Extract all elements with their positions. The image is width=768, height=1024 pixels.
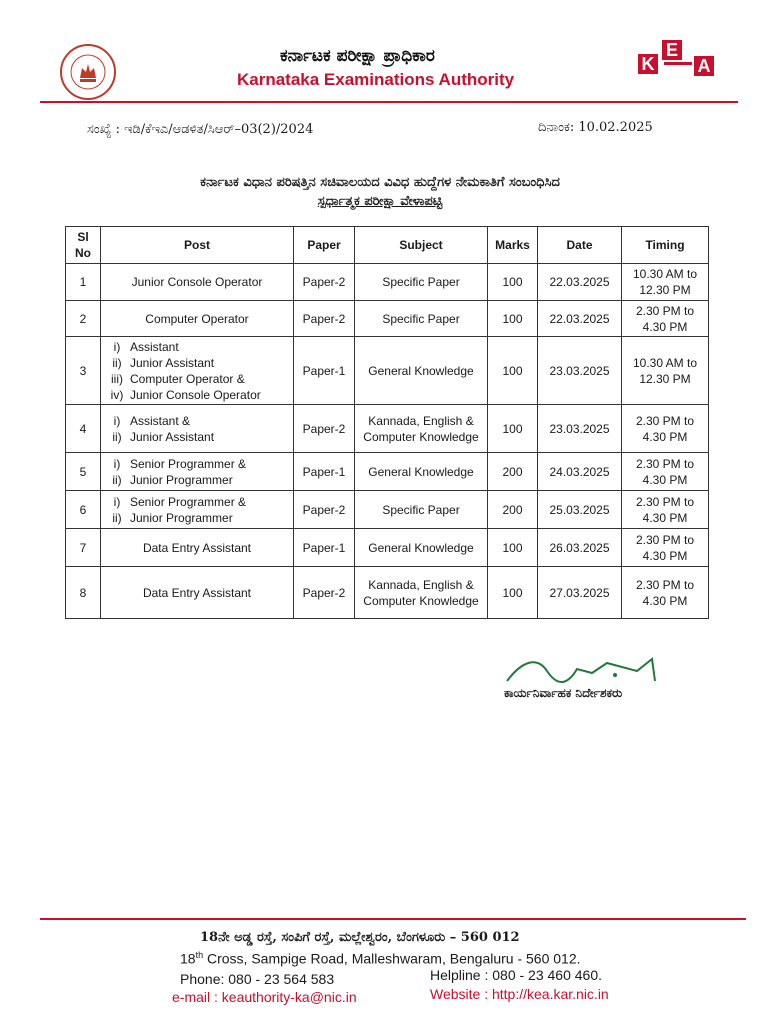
- post-list-label: Junior Assistant: [130, 355, 215, 370]
- table-row: [66, 337, 709, 405]
- cell-sl-no: 5: [66, 453, 101, 491]
- cell-post: Data Entry Assistant: [101, 529, 294, 567]
- column-header-timing: Timing: [622, 227, 709, 264]
- post-list-label: Senior Programmer &: [130, 456, 247, 471]
- website-link[interactable]: Website : http://kea.kar.nic.in: [430, 986, 609, 1002]
- table-row: [66, 453, 709, 491]
- cell-marks: 200: [488, 491, 538, 529]
- cell-timing: 2.30 PM to 4.30 PM: [622, 301, 709, 337]
- cell-subject: Kannada, English & Computer Knowledge: [355, 405, 488, 453]
- post-list-item: [104, 339, 290, 355]
- cell-paper: Paper-2: [294, 405, 355, 453]
- cell-date: 22.03.2025: [538, 301, 622, 337]
- cell-subject: General Knowledge: [355, 337, 488, 405]
- authority-title-kannada: ಕರ್ನಾಟಕ ಪರೀಕ್ಷಾ ಪ್ರಾಧಿಕಾರ: [280, 46, 435, 66]
- cell-date: 23.03.2025: [538, 405, 622, 453]
- table-row: [66, 491, 709, 529]
- cell-subject: Specific Paper: [355, 301, 488, 337]
- document-date: ದಿನಾಂಕ: 10.02.2025: [538, 120, 653, 135]
- column-header-date: Date: [538, 227, 622, 264]
- cell-marks: 100: [488, 337, 538, 405]
- post-list-item: [104, 456, 290, 472]
- cell-timing: 2.30 PM to 4.30 PM: [622, 453, 709, 491]
- cell-paper: Paper-1: [294, 453, 355, 491]
- post-list-number: i): [113, 456, 121, 471]
- table-row: [66, 301, 709, 337]
- cell-paper: Paper-1: [294, 529, 355, 567]
- cell-date: 26.03.2025: [538, 529, 622, 567]
- post-list-number: i): [113, 339, 121, 354]
- post-list-number: ii): [112, 429, 122, 444]
- post-list-item: [104, 429, 290, 445]
- address-kannada: 18ನೇ ಅಡ್ಡ ರಸ್ತೆ, ಸಂಪಿಗೆ ರಸ್ತೆ, ಮಲ್ಲೇಶ್ವರಂ, ಬೆಂಗಳೂರು – 560 012: [200, 930, 520, 945]
- post-list-label: Junior Programmer: [130, 472, 233, 487]
- cell-post: [101, 337, 294, 405]
- column-header-paper: Paper: [294, 227, 355, 264]
- cell-post: Data Entry Assistant: [101, 567, 294, 619]
- email-link[interactable]: e-mail : keauthority-ka@nic.in: [172, 989, 357, 1005]
- cell-timing: 2.30 PM to 4.30 PM: [622, 491, 709, 529]
- cell-date: 23.03.2025: [538, 337, 622, 405]
- cell-marks: 100: [488, 301, 538, 337]
- authority-title-english: Karnataka Examinations Authority: [237, 70, 515, 89]
- cell-sl-no: 7: [66, 529, 101, 567]
- cell-marks: 100: [488, 264, 538, 301]
- table-row: [66, 529, 709, 567]
- kea-logo-letter-a: A: [694, 56, 714, 76]
- cell-post: Computer Operator: [101, 301, 294, 337]
- post-list-item: [104, 355, 290, 371]
- cell-subject: Kannada, English & Computer Knowledge: [355, 567, 488, 619]
- post-list-label: Senior Programmer &: [130, 494, 247, 509]
- cell-paper: Paper-2: [294, 264, 355, 301]
- address-number: 18: [180, 950, 196, 967]
- table-header-row: [66, 227, 709, 264]
- exam-schedule-table: [65, 226, 709, 619]
- cell-marks: 100: [488, 529, 538, 567]
- cell-subject: General Knowledge: [355, 529, 488, 567]
- cell-post: [101, 491, 294, 529]
- kea-logo-bar: [664, 62, 692, 65]
- address-english: [180, 950, 581, 967]
- cell-post: [101, 405, 294, 453]
- post-list-number: ii): [112, 472, 122, 487]
- column-header-sl-no: Sl No: [66, 227, 101, 264]
- cell-timing: 2.30 PM to 4.30 PM: [622, 529, 709, 567]
- helpline-number: Helpline : 080 - 23 460 460.: [430, 967, 603, 983]
- post-list-number: iii): [111, 371, 123, 386]
- column-header-post: Post: [101, 227, 294, 264]
- document-heading-line2: ಸ್ಪರ್ಧಾತ್ಮಕ ಪರೀಕ್ಷಾ ವೇಳಾಪಟ್ಟಿ: [317, 194, 443, 209]
- post-list-item: [104, 472, 290, 488]
- cell-timing: 2.30 PM to 4.30 PM: [622, 567, 709, 619]
- document-heading-line1: ಕರ್ನಾಟಕ ವಿಧಾನ ಪರಿಷತ್ತಿನ ಸಚಿವಾಲಯದ ವಿವಿಧ ಹುದ್ದೆಗಳ ನೇಮಕಾತಿಗೆ ಸಂಬಂಧಿಸಿದ: [200, 175, 560, 190]
- post-list-number: ii): [112, 355, 122, 370]
- post-list-number: i): [113, 413, 121, 428]
- post-list-label: Junior Console Operator: [130, 387, 261, 402]
- cell-subject: Specific Paper: [355, 491, 488, 529]
- cell-marks: 100: [488, 567, 538, 619]
- cell-marks: 200: [488, 453, 538, 491]
- signatory-title: ಕಾರ್ಯನಿರ್ವಾಹಕ ನಿರ್ದೇಶಕರು: [504, 686, 623, 700]
- cell-post: Junior Console Operator: [101, 264, 294, 301]
- table-row: [66, 405, 709, 453]
- post-list-label: Junior Assistant: [130, 429, 215, 444]
- post-list-label: Assistant: [130, 339, 179, 354]
- address-rest: Cross, Sampige Road, Malleshwaram, Bengaluru - 560 012.: [203, 950, 581, 967]
- column-header-subject: Subject: [355, 227, 488, 264]
- cell-timing: 10.30 AM to 12.30 PM: [622, 337, 709, 405]
- table-row: [66, 264, 709, 301]
- post-list-item: [104, 371, 290, 387]
- phone-number: Phone: 080 - 23 564 583: [180, 971, 335, 987]
- address-ordinal: th: [195, 950, 204, 960]
- kea-logo-letter-k: K: [638, 54, 658, 74]
- cell-timing: 2.30 PM to 4.30 PM: [622, 405, 709, 453]
- cell-timing: 10.30 AM to 12.30 PM: [622, 264, 709, 301]
- cell-paper: Paper-2: [294, 301, 355, 337]
- cell-sl-no: 6: [66, 491, 101, 529]
- post-list-number: iv): [110, 387, 124, 402]
- cell-subject: General Knowledge: [355, 453, 488, 491]
- cell-sl-no: 2: [66, 301, 101, 337]
- post-list-item: [104, 494, 290, 510]
- cell-date: 24.03.2025: [538, 453, 622, 491]
- state-emblem-icon: [60, 44, 116, 100]
- cell-sl-no: 8: [66, 567, 101, 619]
- cell-subject: Specific Paper: [355, 264, 488, 301]
- kea-logo-letter-e: E: [662, 40, 682, 60]
- header-divider: [40, 101, 738, 103]
- table-row: [66, 567, 709, 619]
- cell-date: 25.03.2025: [538, 491, 622, 529]
- post-list-number: ii): [112, 510, 122, 525]
- post-list-label: Computer Operator &: [130, 371, 245, 386]
- cell-sl-no: 1: [66, 264, 101, 301]
- kea-logo: [638, 40, 718, 82]
- post-list-label: Junior Programmer: [130, 510, 233, 525]
- cell-date: 27.03.2025: [538, 567, 622, 619]
- reference-number: ಸಂಖ್ಯೆ : ಇಡಿ/ಕೆಇಎ/ಆಡಳಿತ/ಸಿಆರ್–03(2)/2024: [87, 122, 314, 137]
- post-list-item: [104, 510, 290, 526]
- post-list-label: Assistant &: [130, 413, 191, 428]
- cell-post: [101, 453, 294, 491]
- cell-sl-no: 3: [66, 337, 101, 405]
- cell-paper: Paper-2: [294, 567, 355, 619]
- post-list-number: i): [113, 494, 121, 509]
- cell-date: 22.03.2025: [538, 264, 622, 301]
- cell-sl-no: 4: [66, 405, 101, 453]
- cell-paper: Paper-1: [294, 337, 355, 405]
- post-list-item: [104, 413, 290, 429]
- cell-paper: Paper-2: [294, 491, 355, 529]
- cell-marks: 100: [488, 405, 538, 453]
- column-header-marks: Marks: [488, 227, 538, 264]
- post-list-item: [104, 387, 290, 403]
- footer-divider: [40, 918, 746, 920]
